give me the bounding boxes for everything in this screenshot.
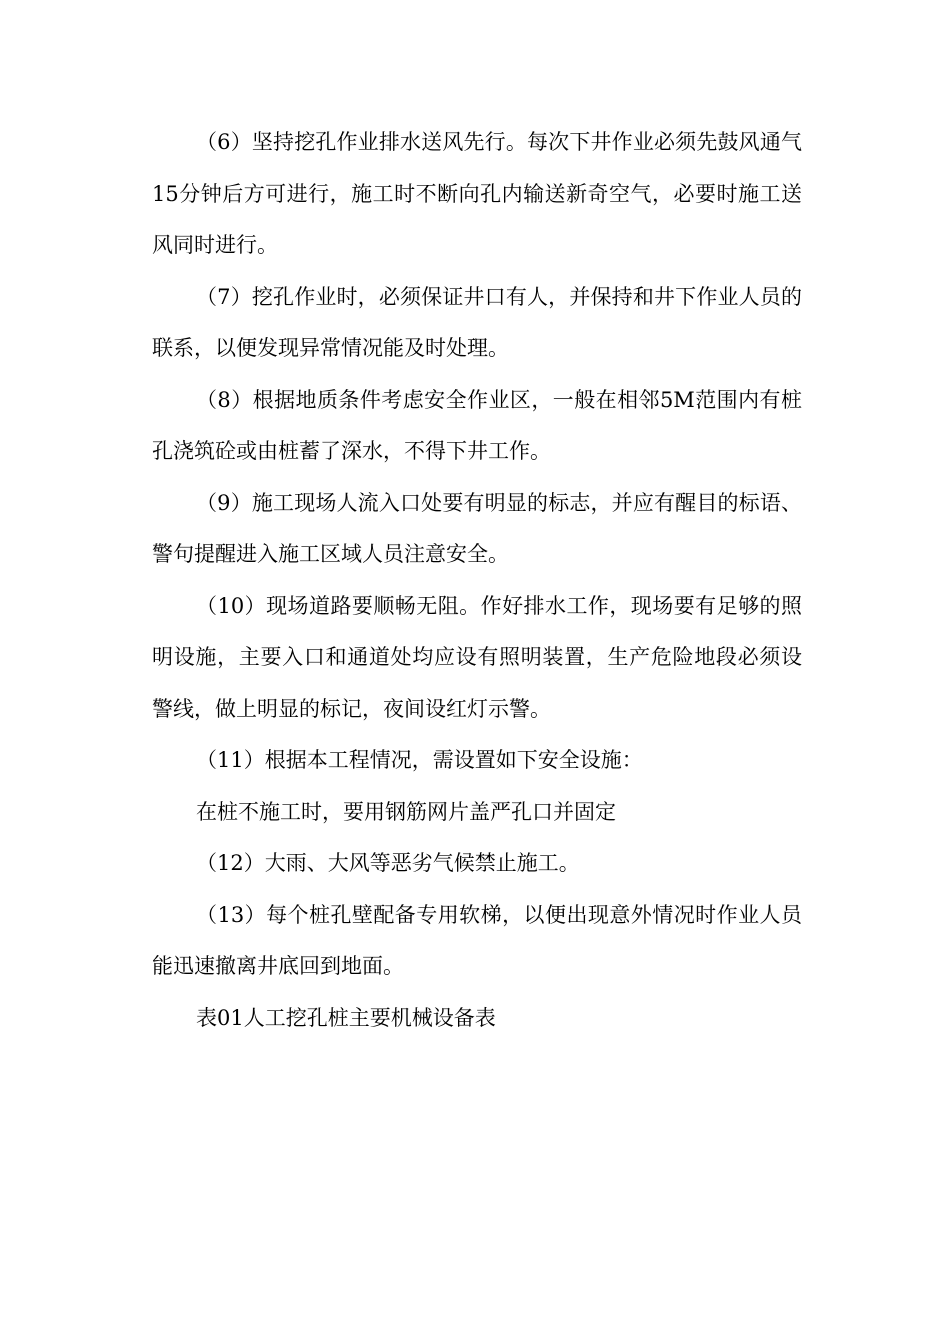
paragraph-item-13: （13）每个桩孔壁配备专用软梯，以便出现意外情况时作业人员能迅速撤离井底回到地面。 <box>152 902 802 978</box>
table-caption: 表01人工挖孔桩主要机械设备表 <box>196 1005 496 1030</box>
document-body <box>152 117 802 1044</box>
paragraph-item-10: （10）现场道路要顺畅无阻。作好排水工作，现场要有足够的照明设施，主要入口和通道处均应设有照明装置，生产危险地段必须设警线，做上明显的标记，夜间设红灯示警。 <box>152 593 802 721</box>
paragraph-item-12: （12）大雨、大风等恶劣气候禁止施工。 <box>196 851 580 875</box>
paragraph-safety-measure: 在桩不施工时，要用钢筋网片盖严孔口并固定 <box>196 799 616 824</box>
paragraph-item-11: （11）根据本工程情况，需设置如下安全设施： <box>196 748 643 772</box>
paragraph-item-9: （9）施工现场人流入口处要有明显的标志，并应有醒目的标语、警句提醒进入施工区域人员注意安全。 <box>152 490 802 566</box>
paragraph-item-8: （8）根据地质条件考虑安全作业区，一般在相邻5M范围内有桩孔浇筑砼或由桩蓄了深水，不得下井工作。 <box>152 387 802 463</box>
paragraph-item-6: （6）坚持挖孔作业排水送风先行。每次下井作业必须先鼓风通气15分钟后方可进行，施工时不断向孔内输送新奇空气，必要时施工送风同时进行。 <box>152 130 802 257</box>
paragraph-item-7: （7）挖孔作业时，必须保证井口有人，并保持和井下作业人员的联系，以便发现异常情况能及时处理。 <box>152 284 802 360</box>
